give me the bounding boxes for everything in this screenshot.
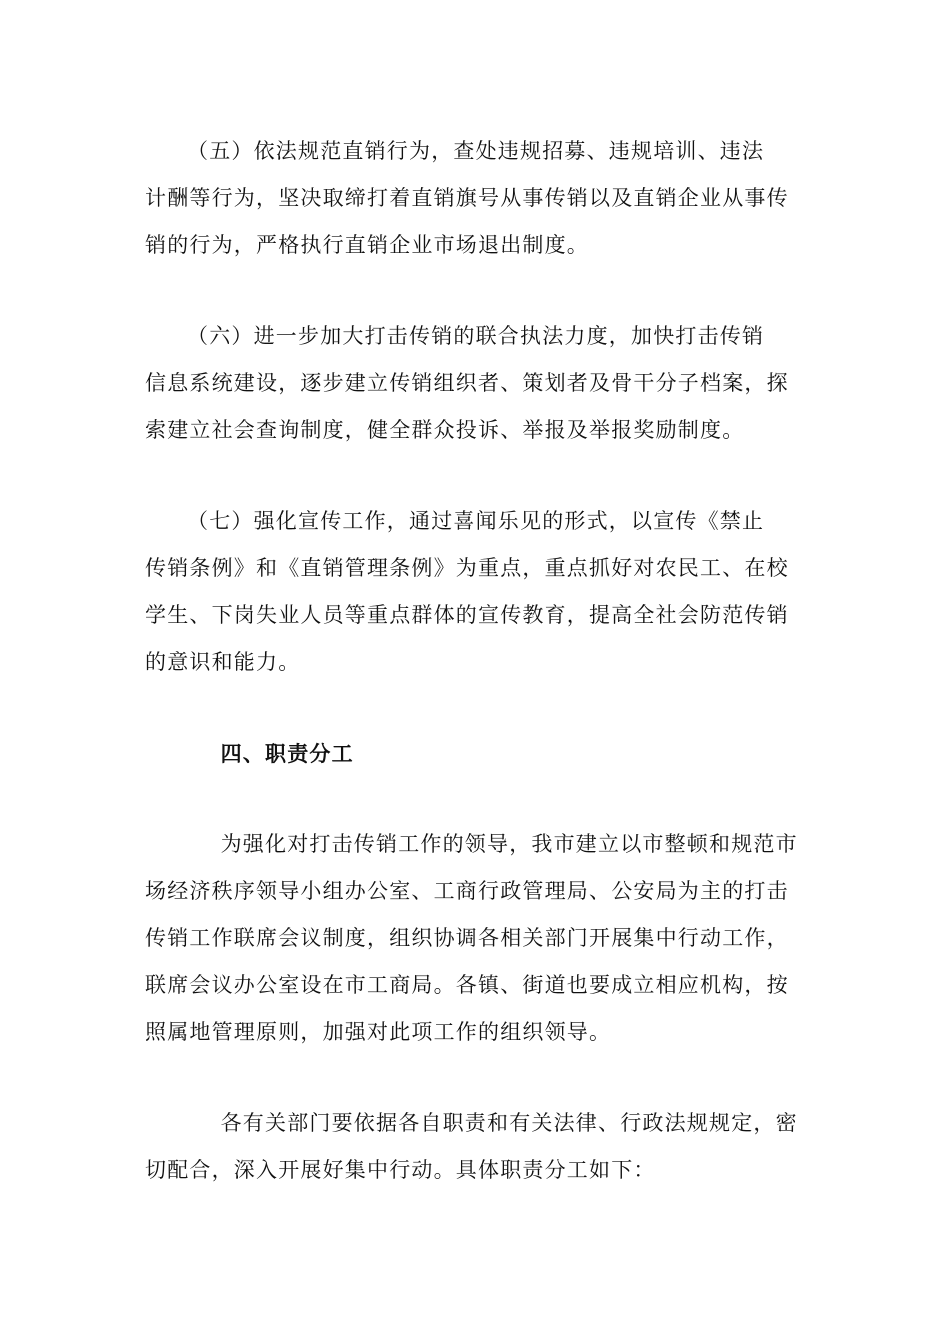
paragraph-line: 切配合，深入开展好集中行动。具体职责分工如下：	[145, 1158, 656, 1182]
paragraph-line: 为强化对打击传销工作的领导，我市建立以市整顿和规范市	[220, 832, 798, 856]
paragraph-8	[145, 821, 810, 1056]
paragraph-line: 销的行为，严格执行直销企业市场退出制度。	[145, 233, 589, 257]
paragraph-5	[145, 128, 810, 269]
paragraph-line: （七）强化宣传工作，通过喜闻乐见的形式，以宣传《禁止	[187, 509, 765, 533]
paragraph-line: 计酬等行为，坚决取缔打着直销旗号从事传销以及直销企业从事传	[145, 186, 789, 210]
paragraph-line: 的意识和能力。	[145, 650, 301, 674]
paragraph-line: 学生、下岗失业人员等重点群体的宣传教育，提高全社会防范传销	[145, 603, 789, 627]
paragraph-line: 传销条例》和《直销管理条例》为重点，重点抓好对农民工、在校	[145, 556, 789, 580]
paragraph-line: 传销工作联席会议制度，组织协调各相关部门开展集中行动工作，	[145, 926, 789, 950]
paragraph-6	[145, 313, 810, 454]
paragraph-9	[145, 1100, 810, 1194]
paragraph-line: 场经济秩序领导小组办公室、工商行政管理局、公安局为主的打击	[145, 879, 789, 903]
paragraph-line: 照属地管理原则，加强对此项工作的组织领导。	[145, 1020, 612, 1044]
paragraph-line: （六）进一步加大打击传销的联合执法力度，加快打击传销	[187, 324, 765, 348]
paragraph-line: （五）依法规范直销行为，查处违规招募、违规培训、违法	[187, 139, 765, 163]
document-page	[145, 128, 810, 1194]
paragraph-7	[145, 498, 810, 686]
paragraph-line: 信息系统建设，逐步建立传销组织者、策划者及骨干分子档案，探	[145, 371, 789, 395]
section-heading: 四、职责分工	[220, 741, 354, 766]
paragraph-line: 联席会议办公室设在市工商局。各镇、街道也要成立相应机构，按	[145, 973, 789, 997]
paragraph-line: 各有关部门要依据各自职责和有关法律、行政法规规定，密	[220, 1111, 798, 1135]
paragraph-line: 索建立社会查询制度，健全群众投诉、举报及举报奖励制度。	[145, 418, 745, 442]
